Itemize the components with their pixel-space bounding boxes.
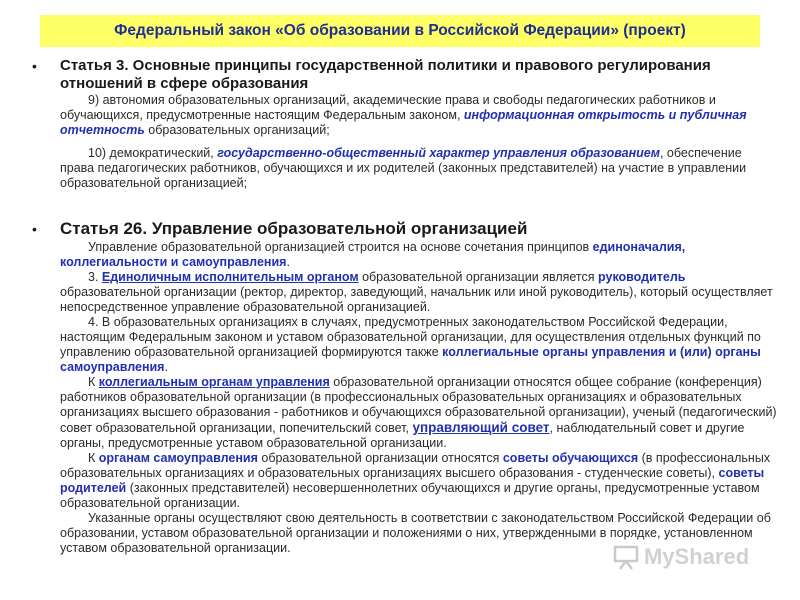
article-3-item-9 [60, 93, 778, 138]
bullet-marker: • [32, 58, 37, 74]
highlight-term: единоначалия, коллегиальности и самоуправления [60, 240, 686, 269]
watermark [612, 541, 792, 573]
article-26-collegial-bodies [60, 375, 778, 451]
highlight-term: Единоличным исполнительным органом [101, 270, 359, 284]
text: 3. [88, 270, 102, 284]
text: образовательной организации (ректор, директор, заведующий, начальник или иной руководитель), который осуществляет непосредственное управление образовательной организацией. [60, 285, 773, 314]
bullet-marker: • [32, 221, 37, 237]
article-26-item-4 [60, 315, 778, 375]
presentation-board-icon [612, 543, 640, 571]
article-3-item-10 [60, 146, 778, 191]
text: образовательной организации относятся [257, 451, 503, 465]
text: . [286, 255, 290, 269]
text: 9) автономия образовательных организаций, академические права и свободы педагогических работников и обучающихся, предусмотренные настоящим Федеральным законом, [60, 93, 716, 122]
article-26-closing: Указанные органы осуществляют свою деятельность в соответствии с законодательством Российской Федерации об образовании, уставом образовательной организации и положениями о них, утвержденными в порядке, установленном уставом образовательной организации. [60, 511, 771, 555]
text: 4. В образовательных организациях в случаях, предусмотренных законодательством Российской Федерации, настоящим Федеральным законом и уставом образовательной организации, для осуществления отдельных функций по управлению образовательной организацией формируются также [60, 315, 761, 359]
text: . [164, 360, 168, 374]
page-title-banner [40, 15, 760, 47]
article-26-self-government-bodies [60, 451, 778, 511]
text: , обеспечение права педагогических работников, обучающихся и их родителей (законных представителей) на участие в управлении образовательной организацией; [60, 146, 747, 190]
highlight-term: управляющий совет [412, 420, 550, 435]
highlight-term: коллегиальным органам управления [98, 375, 330, 389]
article-26-intro [60, 240, 778, 270]
highlight-term: органам самоуправления [98, 451, 258, 465]
text: образовательной организации является [358, 270, 599, 284]
highlight-term: советы родителей [60, 466, 765, 495]
highlight-term: информационная открытость и публичная отчетность [60, 108, 747, 137]
text: образовательной организации относятся общее собрание (конференция) работников образовательной организации (в профессиональных образовательных организациях и образовательных организациях высшего образования - работников и обучающихся образовательной организации), ученый (педагогический) совет образовательной организации, попечительский совет, [60, 375, 777, 435]
article-3-heading: Статья 3. Основные принципы государственной политики и правового регулирования отношений в сфере образования [60, 57, 711, 92]
article-26-heading: Статья 26. Управление образовательной организацией [60, 219, 528, 238]
article-26 [32, 218, 778, 556]
text: 10) демократический, [88, 146, 218, 160]
highlight-term: государственно-общественный характер управления образованием [217, 146, 660, 160]
text: (в профессиональных образовательных организациях и образовательных организациях высшего образования - студенческие советы), [60, 451, 771, 480]
text: (законных представителей) несовершеннолетних обучающихся и другие органы, предусмотренные уставом образовательной организации. [60, 481, 760, 510]
article-26-item-3 [60, 270, 778, 315]
text: К [88, 375, 99, 389]
page-title: Федеральный закон «Об образовании в Российской Федерации» (проект) [114, 22, 686, 39]
article-3 [32, 57, 778, 191]
text: образовательных организаций; [144, 123, 330, 137]
highlight-term: советы обучающихся [502, 451, 639, 465]
watermark-text: MyShared [644, 544, 750, 569]
text: , наблюдательный совет и другие органы, предусмотренные уставом образовательной организации. [60, 421, 745, 450]
text: Управление образовательной организацией строится на основе сочетания принципов [88, 240, 593, 254]
highlight-term: руководитель [598, 270, 686, 284]
highlight-term: коллегиальные органы управления и (или) органы самоуправления [60, 345, 761, 374]
text: К [88, 451, 99, 465]
